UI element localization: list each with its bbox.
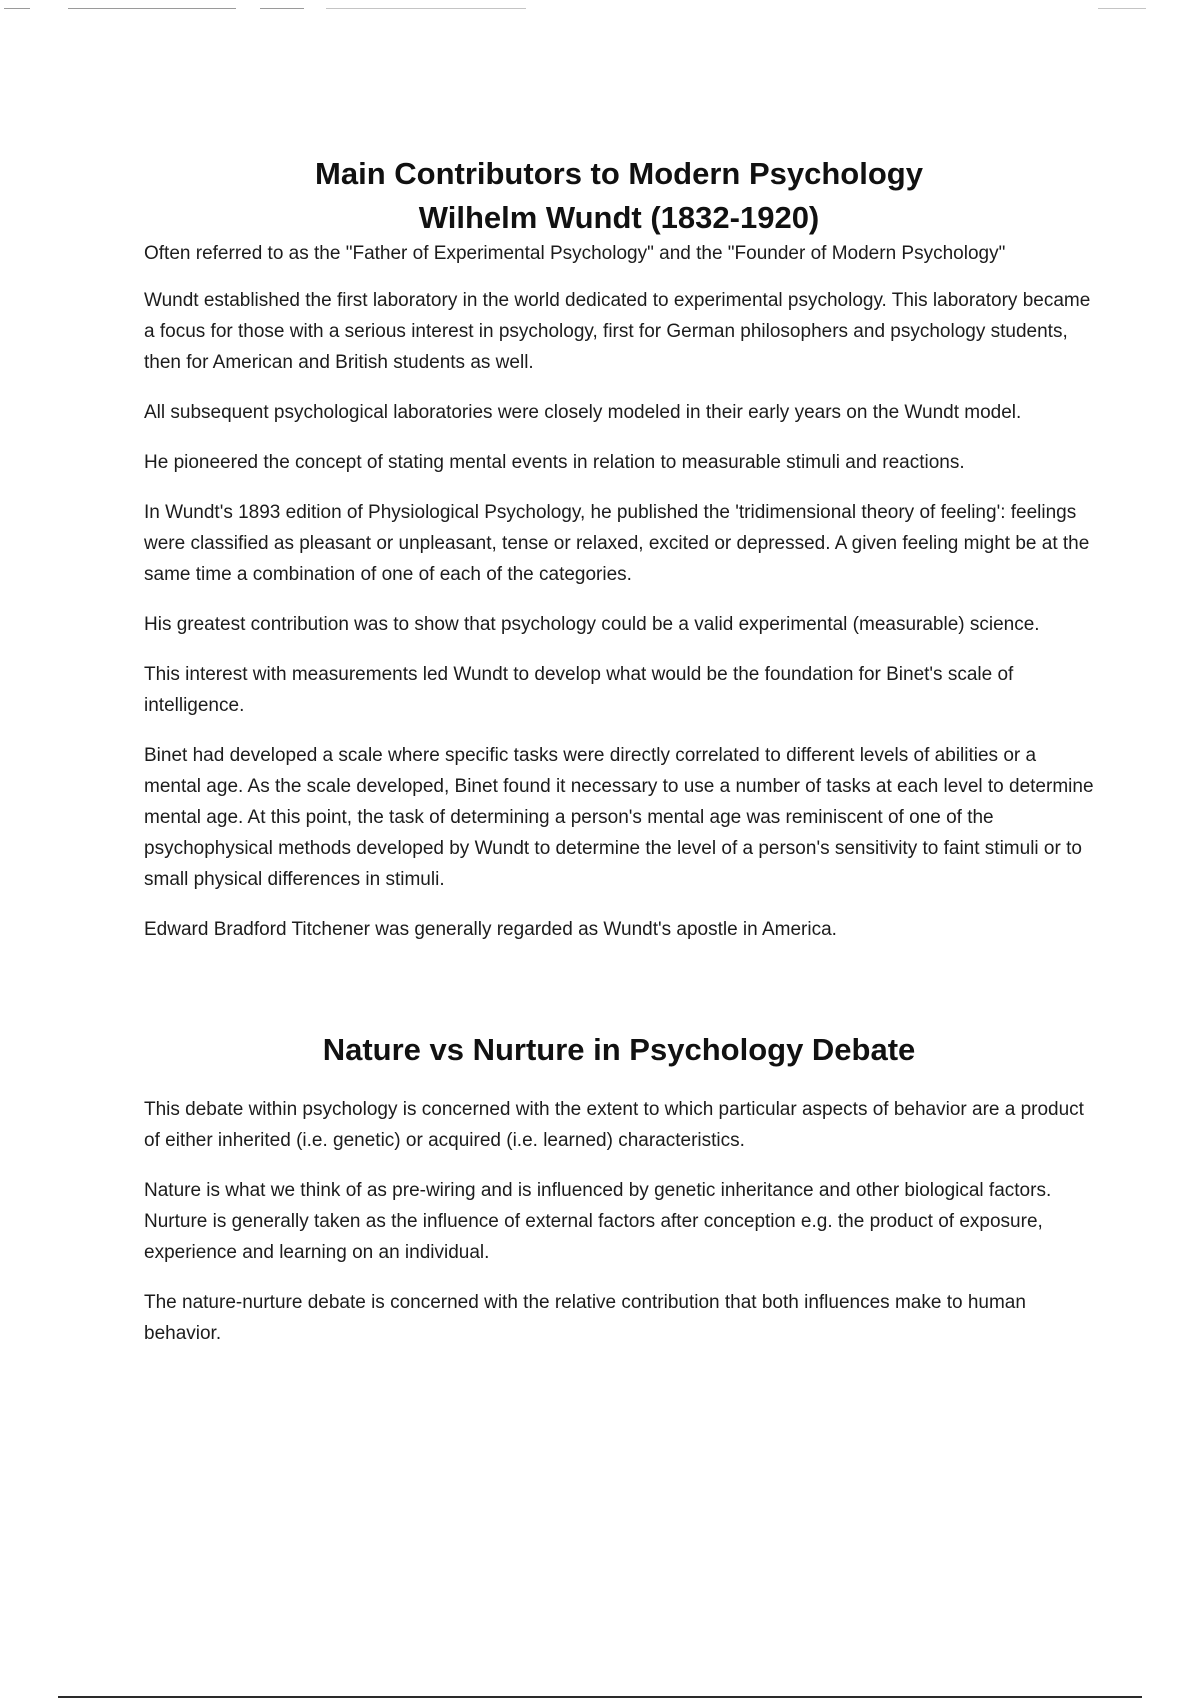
paragraph-nature-definition: Nature is what we think of as pre-wiring and is influenced by genetic inheritance and other biological factors. Nurture is generally taken as the influence of external factors after conception e.g. the product of exposure, experience and learning on an individual. [144, 1180, 1052, 1263]
document-subtitle: Wilhelm Wundt (1832-1920) [418, 200, 820, 235]
section-spacer [144, 964, 1094, 1028]
bottom-rule [58, 1696, 1142, 1698]
paragraph-debate: This debate within psychology is concerned with the extent to which particular aspects of behavior are a product of either inherited (i.e. genetic) or acquired (i.e. learned) characteristics. [144, 1099, 1084, 1151]
paragraph-measurements: This interest with measurements led Wundt to develop what would be the foundation for Binet's scale of intelligence. [144, 664, 1014, 716]
paragraph-greatest-contribution: His greatest contribution was to show that psychology could be a valid experimental (measurable) science. [144, 614, 1040, 635]
paragraph-mental-events: He pioneered the concept of stating mental events in relation to measurable stimuli and reactions. [144, 452, 965, 473]
document-title: Main Contributors to Modern Psychology [315, 156, 923, 191]
paragraph-relative-contribution: The nature-nurture debate is concerned with the relative contribution that both influences make to human behavior. [144, 1292, 1026, 1344]
paragraph-subsequent-labs: All subsequent psychological laboratories were closely modeled in their early years on the Wundt model. [144, 402, 1022, 423]
section-wundt [144, 152, 1094, 945]
paragraph-laboratory: Wundt established the first laboratory in the world dedicated to experimental psychology. This laboratory became a focus for those with a serious interest in psychology, first for German philosophers and psychology students, then for American and British students as well. [144, 290, 1091, 373]
paragraph-titchener: Edward Bradford Titchener was generally regarded as Wundt's apostle in America. [144, 919, 837, 940]
intro-line: Often referred to as the "Father of Experimental Psychology" and the "Founder of Modern Psychology" [144, 243, 1006, 264]
paragraph-tridimensional-theory: In Wundt's 1893 edition of Physiological Psychology, he published the 'tridimensional theory of feeling': feelings were classified as pleasant or unpleasant, tense or relaxed, excited or depressed. A given feeling might be at the same time a combination of one of each of the categories. [144, 502, 1090, 585]
document-page [144, 152, 1094, 1368]
scan-artifact-top [0, 6, 1200, 12]
paragraph-binet-scale: Binet had developed a scale where specific tasks were directly correlated to different levels of abilities or a mental age. As the scale developed, Binet found it necessary to use a number of tasks at each level to determine mental age. At this point, the task of determining a person's mental age was reminiscent of one of the psychophysical methods developed by Wundt to determine the level of a person's sensitivity to faint stimuli or to small physical differences in stimuli. [144, 745, 1094, 890]
section-nature-nurture [144, 1028, 1094, 1349]
section-title-nature-nurture: Nature vs Nurture in Psychology Debate [322, 1032, 916, 1067]
